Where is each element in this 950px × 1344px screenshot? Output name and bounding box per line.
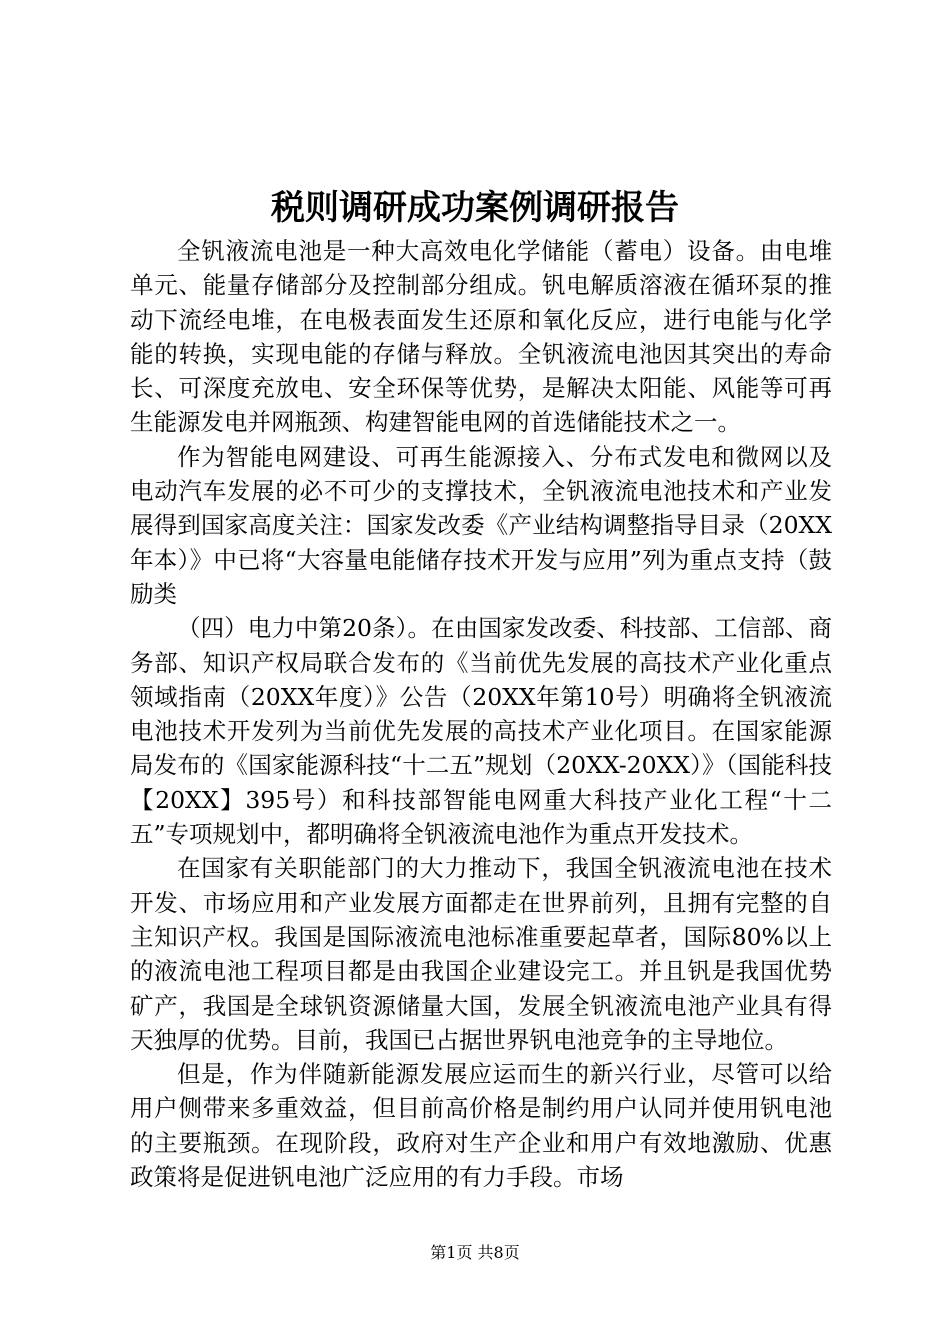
document-body [130, 234, 832, 1194]
page-number-footer: 第1页 共8页 [430, 1243, 520, 1262]
paragraph: 作为智能电网建设、可再生能源接入、分布式发电和微网以及电动汽车发展的必不可少的支撑技术，全钒液流电池技术和产业发展得到国家高度关注：国家发改委《产业结构调整指导目录（20XX年本）》中已将“大容量电能储存技术开发与应用”列为重点支持（鼓励类 [130, 442, 832, 608]
paragraph: 全钒液流电池是一种大高效电化学储能（蓄电）设备。由电堆单元、能量存储部分及控制部分组成。钒电解质溶液在循环泵的推动下流经电堆，在电极表面发生还原和氧化反应，进行电能与化学能的转换，实现电能的存储与释放。全钒液流电池因其突出的寿命长、可深度充放电、安全环保等优势，是解决太阳能、风能等可再生能源发电并网瓶颈、构建智能电网的首选储能技术之一。 [130, 237, 832, 437]
paragraph: 在国家有关职能部门的大力推动下，我国全钒液流电池在技术开发、市场应用和产业发展方面都走在世界前列，且拥有完整的自主知识产权。我国是国际液流电池标准重要起草者，国际80%以上的液流电池工程项目都是由我国企业建设完工。并且钒是我国优势矿产，我国是全球钒资源储量大国，发展全钒液流电池产业具有得天独厚的优势。目前，我国已占据世界钒电池竞争的主导地位。 [130, 854, 832, 1054]
paragraph: （四）电力中第20条）。在由国家发改委、科技部、工信部、商务部、知识产权局联合发布的《当前优先发展的高技术产业化重点领域指南（20XX年度）》公告（20XX年第10号）明确将全钒液流电池技术开发列为当前优先发展的高技术产业化项目。在国家能源局发布的《国家能源科技“十二五”规划（20XX-20XX）》（国能科技【20XX】395号）和科技部智能电网重大科技产业化工程“十二五”专项规划中，都明确将全钒液流电池作为重点开发技术。 [130, 614, 832, 849]
paragraph: 但是，作为伴随新能源发展应运而生的新兴行业，尽管可以给用户侧带来多重效益，但目前高价格是制约用户认同并使用钒电池的主要瓶颈。在现阶段，政府对生产企业和用户有效地激励、优惠政策将是促进钒电池广泛应用的有力手段。市场 [130, 1060, 832, 1192]
document-title: 税则调研成功案例调研报告 [271, 188, 679, 228]
